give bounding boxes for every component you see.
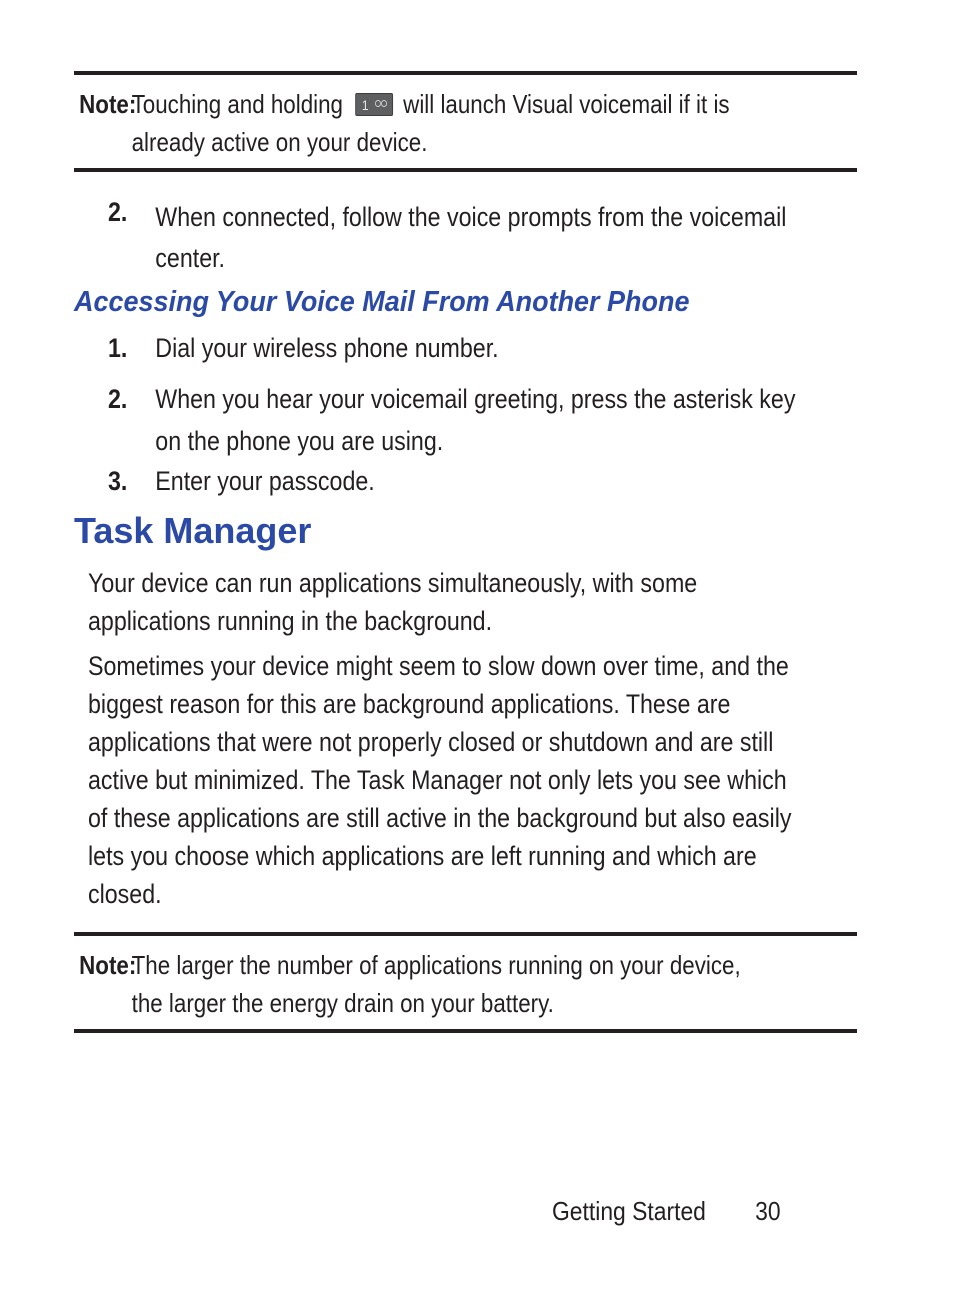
step-line-1: When connected, follow the voice prompts from the voicemail — [155, 202, 787, 232]
paragraph-1 — [88, 564, 862, 640]
note-box-voicemail — [74, 71, 857, 172]
step-number: 1. — [108, 333, 128, 363]
step-line-2: on the phone you are using. — [155, 426, 444, 456]
step-number: 2. — [108, 384, 128, 414]
note-text-before: Touching and holding — [131, 89, 343, 119]
page-number: 30 — [755, 1196, 781, 1226]
step-text — [155, 197, 869, 279]
paragraph-line: Sometimes your device might seem to slow down over time, and the — [88, 651, 789, 681]
paragraph-line: applications running in the background. — [88, 606, 493, 636]
paragraph-line: closed. — [88, 879, 162, 909]
note-content — [74, 936, 906, 1022]
note-line-2: already active on your device. — [131, 127, 428, 157]
step-line-2: center. — [155, 243, 226, 273]
note-text-after: will launch Visual voicemail if it is — [403, 89, 730, 119]
page-footer — [552, 1196, 781, 1227]
footer-section: Getting Started — [552, 1196, 706, 1226]
step-text — [155, 378, 869, 462]
key-number: 1 — [361, 97, 369, 113]
step-number: 3. — [108, 466, 128, 496]
step-text: Enter your passcode. — [155, 466, 375, 496]
paragraph-line: applications that were not properly closed or shutdown and are still — [88, 727, 774, 757]
step-number: 2. — [108, 197, 128, 227]
subheading: Accessing Your Voice Mail From Another Phone — [74, 286, 690, 318]
step-line-1: When you hear your voicemail greeting, press the asterisk key — [155, 384, 796, 414]
paragraph-line: Your device can run applications simultaneously, with some — [88, 568, 698, 598]
step-text: Dial your wireless phone number. — [155, 333, 499, 363]
note-box-battery — [74, 932, 857, 1033]
note-content — [74, 75, 906, 161]
note-line-1: The larger the number of applications running on your device, — [131, 950, 741, 980]
paragraph-line: of these applications are still active in the background but also easily — [88, 803, 792, 833]
section-heading: Task Manager — [74, 510, 312, 551]
voicemail-key — [355, 93, 393, 116]
voicemail-icon — [375, 100, 387, 106]
paragraph-line: lets you choose which applications are left running and which are — [88, 841, 757, 871]
note-line-2: the larger the energy drain on your battery. — [131, 988, 554, 1018]
note-label: Note: — [79, 89, 137, 119]
paragraph-line: biggest reason for this are background applications. These are — [88, 689, 731, 719]
paragraph-line: active but minimized. The Task Manager not only lets you see which — [88, 765, 787, 795]
note-label: Note: — [79, 950, 137, 980]
note-line-1 — [132, 85, 897, 123]
paragraph-2 — [88, 647, 862, 913]
